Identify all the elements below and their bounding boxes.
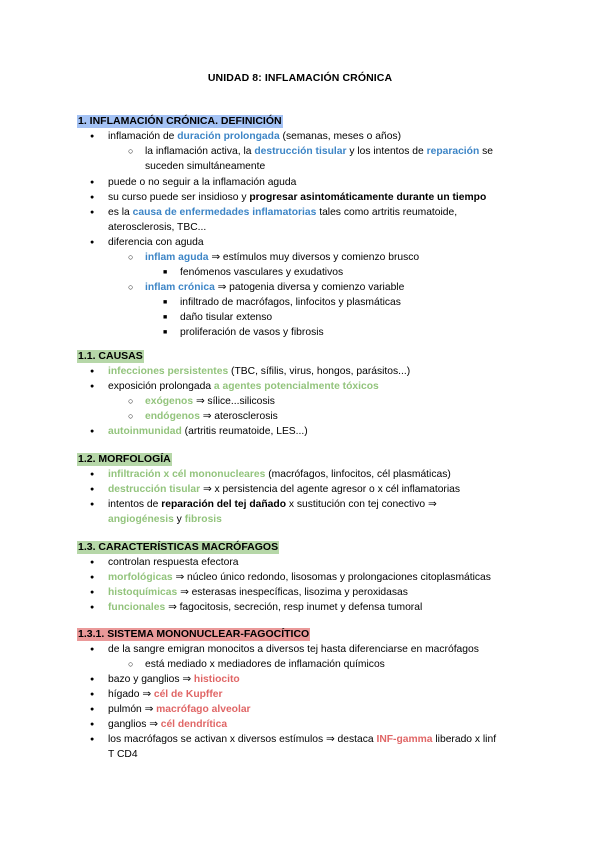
list-item: ● morfológicas ⇒ núcleo único redondo, lisosomas y prolongaciones citoplasmáticas <box>108 571 491 585</box>
list-item: ● de la sangre emigran monocitos a diversos tej hasta diferenciarse en macrófagos <box>108 643 479 657</box>
list-item: ● diferencia con aguda <box>108 236 204 250</box>
list-item: ● pulmón ⇒ macrófago alveolar <box>108 703 251 717</box>
section-heading-macrofagos: 1.3. CARACTERÍSTICAS MACRÓFAGOS <box>78 541 279 553</box>
list-item-continuation: suceden simultáneamente <box>145 161 266 172</box>
list-item: ● inflamación de duración prolongada (semanas, meses o años) <box>108 130 401 144</box>
list-item: ● es la causa de enfermedades inflamatorias tales como artritis reumatoide, <box>108 206 457 220</box>
list-item: ○ inflam crónica ⇒ patogenia diversa y comienzo variable <box>145 281 404 295</box>
list-item: ○ inflam aguda ⇒ estímulos muy diversos y comienzo brusco <box>145 251 419 265</box>
list-item: ● intentos de reparación del tej dañado x sustitución con tej conectivo ⇒ <box>108 498 437 512</box>
list-item: ■ proliferación de vasos y fibrosis <box>180 326 324 340</box>
list-item: ■ daño tisular extenso <box>180 311 272 325</box>
list-item: ○ está mediado x mediadores de inflamación químicos <box>145 658 385 672</box>
list-item: ● hígado ⇒ cél de Kupffer <box>108 688 223 702</box>
section-heading-sistema-mononuclear: 1.3.1. SISTEMA MONONUCLEAR-FAGOCÍTICO <box>78 628 310 640</box>
list-item: ● infecciones persistentes (TBC, sífilis, virus, hongos, parásitos...) <box>108 365 410 379</box>
list-item: ● autoinmunidad (artritis reumatoide, LES...) <box>108 425 308 439</box>
list-item: ○ endógenos ⇒ aterosclerosis <box>145 410 278 424</box>
list-item: ● bazo y ganglios ⇒ histiocito <box>108 673 240 687</box>
list-item: ● puede o no seguir a la inflamación aguda <box>108 176 296 190</box>
list-item: ● exposición prolongada a agentes potencialmente tóxicos <box>108 380 379 394</box>
section-heading-morfologia: 1.2. MORFOLOGÍA <box>78 453 171 465</box>
section-heading-definicion: 1. INFLAMACIÓN CRÓNICA. DEFINICIÓN <box>78 115 282 127</box>
list-item: ● los macrófagos se activan x diversos estímulos ⇒ destaca INF-gamma liberado x linf <box>108 733 496 747</box>
list-item: ● ganglios ⇒ cél dendrítica <box>108 718 227 732</box>
list-item: ● su curso puede ser insidioso y progresar asintomáticamente durante un tiempo <box>108 191 486 205</box>
page-title: UNIDAD 8: INFLAMACIÓN CRÓNICA <box>207 72 393 84</box>
list-item: ● histoquímicas ⇒ esterasas inespecíficas, lisozima y peroxidasas <box>108 586 408 600</box>
list-item: ■ fenómenos vasculares y exudativos <box>180 266 343 280</box>
list-item: ● destrucción tisular ⇒ x persistencia del agente agresor o x cél inflamatorias <box>108 483 460 497</box>
list-item-continuation: T CD4 <box>108 749 138 760</box>
list-item: ■ infiltrado de macrófagos, linfocitos y plasmáticas <box>180 296 401 310</box>
list-item-continuation: aterosclerosis, TBC... <box>108 222 207 233</box>
section-heading-causas: 1.1. CAUSAS <box>78 350 143 362</box>
list-item: ● controlan respuesta efectora <box>108 556 239 570</box>
list-item-continuation: angiogénesis y fibrosis <box>108 514 222 525</box>
list-item: ● funcionales ⇒ fagocitosis, secreción, resp inumet y defensa tumoral <box>108 601 422 615</box>
list-item: ○ la inflamación activa, la destrucción tisular y los intentos de reparación se <box>145 145 493 159</box>
list-item: ○ exógenos ⇒ sílice...silicosis <box>145 395 275 409</box>
list-item: ● infiltración x cél mononucleares (macrófagos, linfocitos, cél plasmáticas) <box>108 468 451 482</box>
